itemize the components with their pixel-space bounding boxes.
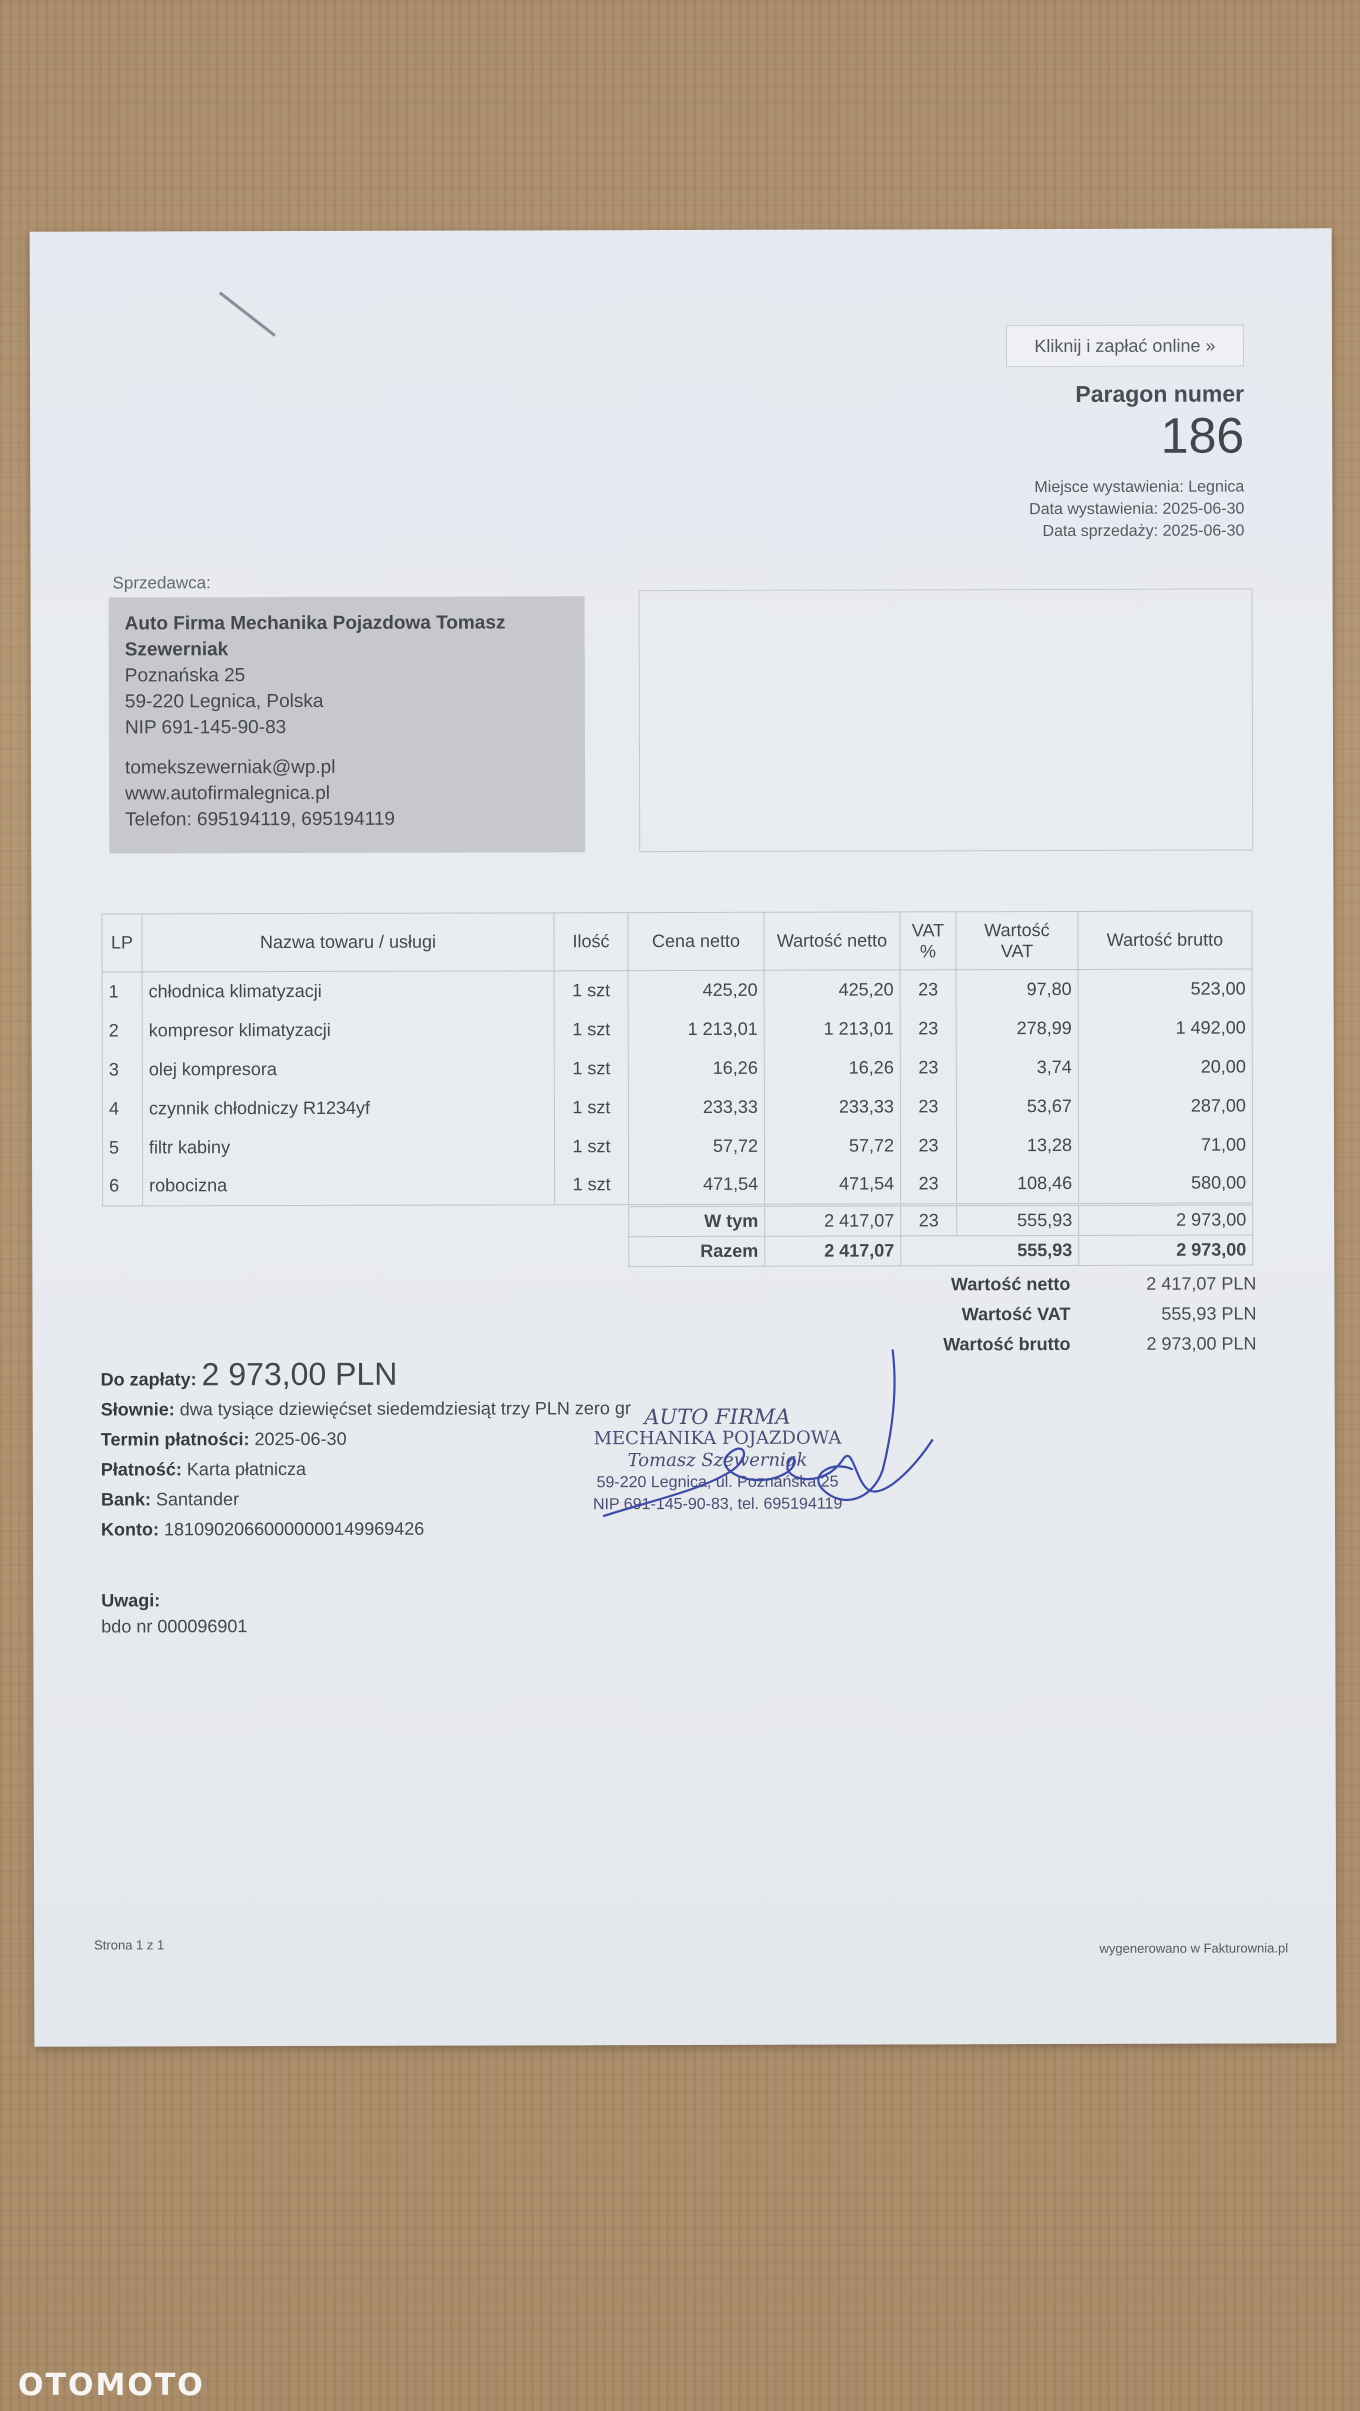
cell-net-price: 233,33 (628, 1087, 764, 1126)
totals-block (870, 1268, 1256, 1359)
cell-vat-value: 3,74 (956, 1047, 1078, 1086)
cell-net-price: 57,72 (628, 1126, 764, 1165)
cell-gross: 1 492,00 (1078, 1008, 1252, 1047)
words-row (101, 1393, 631, 1424)
header-lp: LP (102, 914, 142, 972)
cell-net-value: 57,72 (764, 1126, 900, 1165)
header-name: Nazwa towaru / usługi (142, 913, 554, 972)
cell-gross: 580,00 (1079, 1164, 1253, 1203)
header-vat-line2: % (919, 940, 937, 961)
table-header-row (102, 911, 1252, 972)
document-number: 186 (1160, 407, 1245, 464)
cell-vat-value: 13,28 (956, 1125, 1078, 1164)
term-value: 2025-06-30 (254, 1428, 347, 1450)
header-net-value: Wartość netto (764, 912, 900, 970)
notes-value: bdo nr 000096901 (101, 1616, 248, 1637)
words-label: Słownie: (100, 1399, 175, 1420)
w-tym-label: W tym (629, 1206, 765, 1236)
seller-email: tomekszewerniak@wp.pl (125, 756, 336, 779)
term-row (101, 1423, 631, 1454)
seller-website: www.autofirmalegnica.pl (125, 782, 331, 805)
header-vat-value-line1: Wartość (984, 919, 1050, 940)
seller-phone: Telefon: 695194119, 695194119 (125, 808, 395, 831)
watermark-logo: OTOMOTO (18, 2368, 205, 2403)
cell-name: czynnik chłodniczy R1234yf (142, 1088, 554, 1128)
notes-label: Uwagi: (101, 1590, 161, 1611)
w-tym-gross: 2 973,00 (1079, 1205, 1253, 1235)
razem-gross: 2 973,00 (1079, 1235, 1253, 1265)
cell-net-value: 425,20 (764, 970, 900, 1009)
cell-lp: 5 (102, 1128, 142, 1167)
cell-lp: 6 (103, 1167, 143, 1206)
w-tym-vat: 23 (901, 1206, 957, 1236)
w-tym-net: 2 417,07 (765, 1206, 901, 1236)
cell-vat: 23 (900, 1048, 956, 1087)
stamp-line-1: AUTO FIRMA (644, 1404, 791, 1430)
cell-gross: 287,00 (1078, 1086, 1252, 1125)
stamp-line-4: 59-220 Legnica, ul. Poznańska 25 (596, 1473, 839, 1492)
cell-vat-value: 53,67 (956, 1086, 1078, 1125)
stamp-line-3: Tomasz Szewerniak (627, 1449, 808, 1472)
receipt-paper (30, 228, 1337, 2046)
total-vat-label: Wartość VAT (961, 1303, 1071, 1325)
document-title: Paragon numer (1075, 380, 1245, 407)
payment-block (100, 1355, 632, 1544)
header-vat-line1: VAT (911, 919, 945, 940)
w-tym-row (629, 1205, 1253, 1237)
cell-vat: 23 (901, 1165, 957, 1204)
account-row (101, 1513, 631, 1544)
cell-net-value: 233,33 (764, 1087, 900, 1126)
header-gross-value: Wartość brutto (1078, 911, 1252, 969)
cell-vat: 23 (900, 970, 956, 1009)
notes-block (101, 1587, 247, 1639)
cell-net-price: 16,26 (628, 1048, 764, 1087)
cell-name: kompresor klimatyzacji (142, 1010, 554, 1050)
cell-net-price: 1 213,01 (628, 1009, 764, 1048)
seller-name: Auto Firma Mechanika Pojazdowa Tomasz (124, 612, 506, 635)
cell-lp: 4 (102, 1089, 142, 1128)
cell-vat-value: 108,46 (957, 1164, 1079, 1203)
table-row (102, 1125, 1252, 1167)
buyer-box (639, 589, 1254, 853)
header-qty: Ilość (554, 913, 628, 971)
razem-label: Razem (629, 1236, 765, 1266)
company-stamp (593, 1406, 843, 1517)
account-label: Konto: (100, 1519, 160, 1540)
header-net-price: Cena netto (628, 912, 764, 970)
cell-qty: 1 szt (554, 1010, 628, 1049)
total-gross-label: Wartość brutto (943, 1333, 1071, 1355)
cell-net-price: 471,54 (629, 1165, 765, 1204)
summary-table (628, 1205, 1253, 1268)
cell-vat: 23 (900, 1126, 956, 1165)
table-row (102, 1086, 1252, 1128)
sale-date: Data sprzedaży: 2025-06-30 (1042, 522, 1245, 541)
total-gross-value: 2 973,00 PLN (1146, 1333, 1257, 1354)
due-value: 2 973,00 PLN (201, 1355, 398, 1393)
seller-city: 59-220 Legnica, Polska (124, 690, 324, 713)
cell-qty: 1 szt (555, 1166, 629, 1205)
stamp-line-2: MECHANIKA POJAZDOWA (593, 1427, 842, 1450)
pay-online-button[interactable]: Kliknij i zapłać online » (1006, 325, 1244, 368)
document-meta (1029, 477, 1244, 544)
cell-vat-value: 278,99 (956, 1008, 1078, 1047)
cell-gross: 20,00 (1078, 1047, 1252, 1086)
items-table (101, 911, 1253, 1207)
cell-net-value: 16,26 (764, 1048, 900, 1087)
cell-gross: 523,00 (1078, 969, 1252, 1008)
words-value: dwa tysiące dziewięćset siedemdziesiąt trzy PLN zero gr (179, 1398, 631, 1420)
stamp-line-5: NIP 691-145-90-83, tel. 695194119 (592, 1495, 843, 1514)
cell-lp: 3 (102, 1050, 142, 1089)
bank-value: Santander (155, 1489, 240, 1510)
cell-name: chłodnica klimatyzacji (142, 971, 554, 1011)
seller-name-2: Szewerniak (124, 639, 229, 661)
total-vat-value: 555,93 PLN (1161, 1303, 1257, 1324)
cell-name: olej kompresora (142, 1049, 554, 1089)
bank-label: Bank: (100, 1489, 151, 1510)
issue-date: Data wystawienia: 2025-06-30 (1029, 500, 1245, 519)
cell-qty: 1 szt (554, 1088, 628, 1127)
table-row (102, 1047, 1252, 1089)
cell-lp: 2 (102, 1011, 142, 1050)
generated-by: wygenerowano w Fakturownia.pl (1099, 1940, 1289, 1956)
page-number: Strona 1 z 1 (94, 1937, 165, 1953)
w-tym-vat-value: 555,93 (957, 1205, 1079, 1235)
due-label: Do zapłaty: (100, 1369, 197, 1390)
cell-name: robocizna (143, 1166, 555, 1206)
method-label: Płatność: (100, 1459, 182, 1480)
seller-box (109, 596, 586, 853)
razem-vat-value: 555,93 (901, 1235, 1079, 1265)
cell-vat-value: 97,80 (956, 969, 1078, 1008)
method-row (101, 1453, 631, 1484)
method-value: Karta płatnicza (186, 1458, 307, 1480)
bank-row (101, 1483, 631, 1514)
cell-gross: 71,00 (1078, 1125, 1252, 1164)
cell-qty: 1 szt (554, 1049, 628, 1088)
table-row (102, 969, 1252, 1011)
cell-net-value: 471,54 (765, 1165, 901, 1204)
cell-vat: 23 (900, 1087, 956, 1126)
pin-icon (219, 292, 276, 337)
issue-place: Miejsce wystawienia: Legnica (1034, 478, 1245, 497)
term-label: Termin płatności: (100, 1429, 250, 1450)
cell-vat: 23 (900, 1009, 956, 1048)
razem-net: 2 417,07 (765, 1236, 901, 1266)
cell-qty: 1 szt (554, 1127, 628, 1166)
cell-net-price: 425,20 (628, 970, 764, 1009)
cell-lp: 1 (102, 972, 142, 1011)
table-row (103, 1164, 1253, 1206)
seller-nip: NIP 691-145-90-83 (124, 717, 287, 739)
account-value: 18109020660000000149969426 (163, 1518, 425, 1540)
header-vat-value (956, 911, 1078, 969)
header-vat (900, 912, 956, 970)
total-net-value: 2 417,07 PLN (1146, 1273, 1257, 1294)
table-row (102, 1008, 1252, 1050)
due-row (100, 1355, 631, 1394)
seller-street: Poznańska 25 (124, 665, 246, 687)
cell-name: filtr kabiny (142, 1127, 554, 1167)
header-vat-value-line2: VAT (1000, 940, 1034, 961)
total-net-label: Wartość netto (951, 1273, 1071, 1295)
cell-net-value: 1 213,01 (764, 1009, 900, 1048)
razem-row (629, 1235, 1253, 1267)
cell-qty: 1 szt (554, 971, 628, 1010)
seller-label: Sprzedawca: (112, 573, 211, 593)
